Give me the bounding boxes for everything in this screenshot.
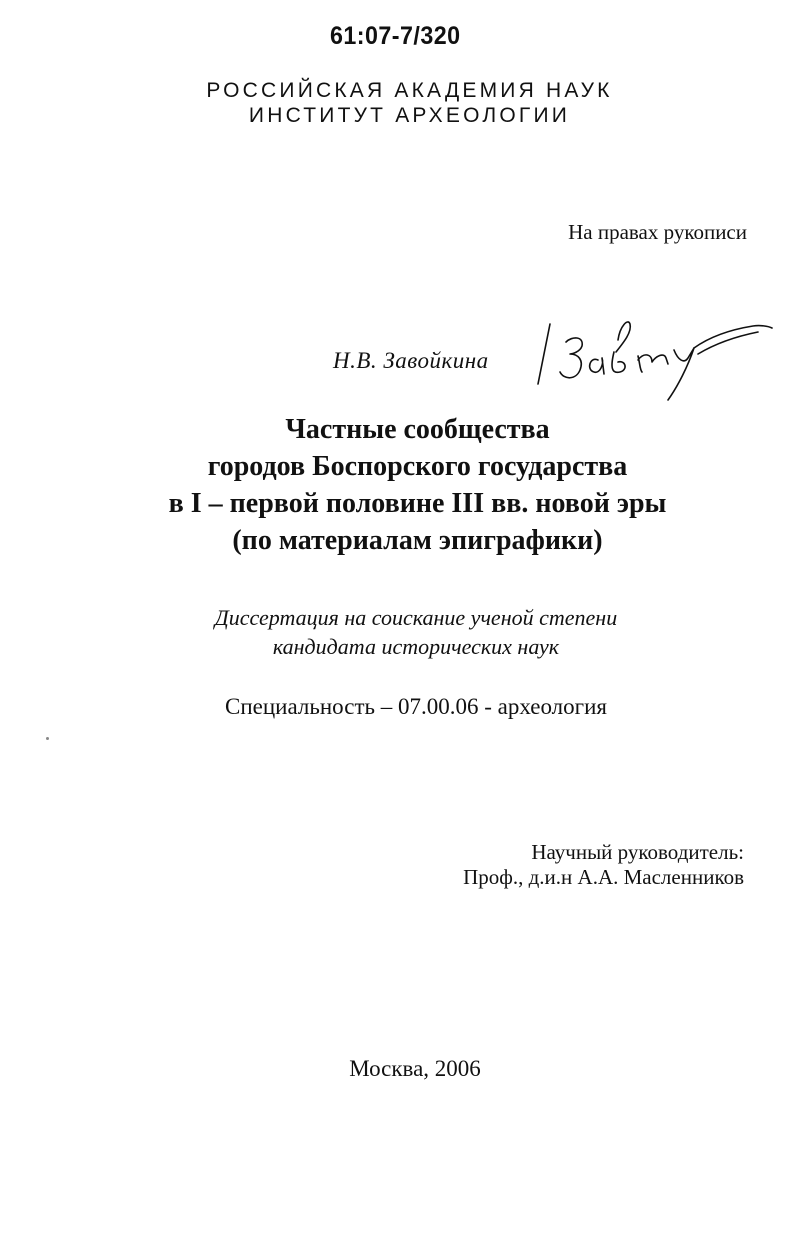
advisor-name: Проф., д.и.н А.А. Масленников <box>463 865 744 889</box>
catalog-number: 61:07-7/320 <box>330 22 461 50</box>
title-line-4: (по материалам эпиграфики) <box>232 525 603 556</box>
title-line-2: городов Боспорского государства <box>207 451 628 482</box>
author-signature <box>528 312 783 407</box>
institute-name: ИНСТИТУТ АРХЕОЛОГИИ <box>248 104 571 127</box>
scan-speck <box>46 737 49 740</box>
title-line-3: в I – первой половине III вв. новой эры <box>168 488 667 519</box>
city-year: Москва, 2006 <box>349 1056 481 1081</box>
author-name: Н.В. Завойкина <box>333 348 489 373</box>
manuscript-note: На правах рукописи <box>568 220 747 244</box>
advisor-label: Научный руководитель: <box>531 840 744 864</box>
organization-name: РОССИЙСКАЯ АКАДЕМИЯ НАУК <box>206 79 613 102</box>
degree-line-2: кандидата исторических наук <box>272 634 560 659</box>
degree-line-1: Диссертация на соискание ученой степени <box>214 605 618 630</box>
specialty: Специальность – 07.00.06 - археология <box>225 694 607 719</box>
title-line-1: Частные сообщества <box>285 414 550 445</box>
